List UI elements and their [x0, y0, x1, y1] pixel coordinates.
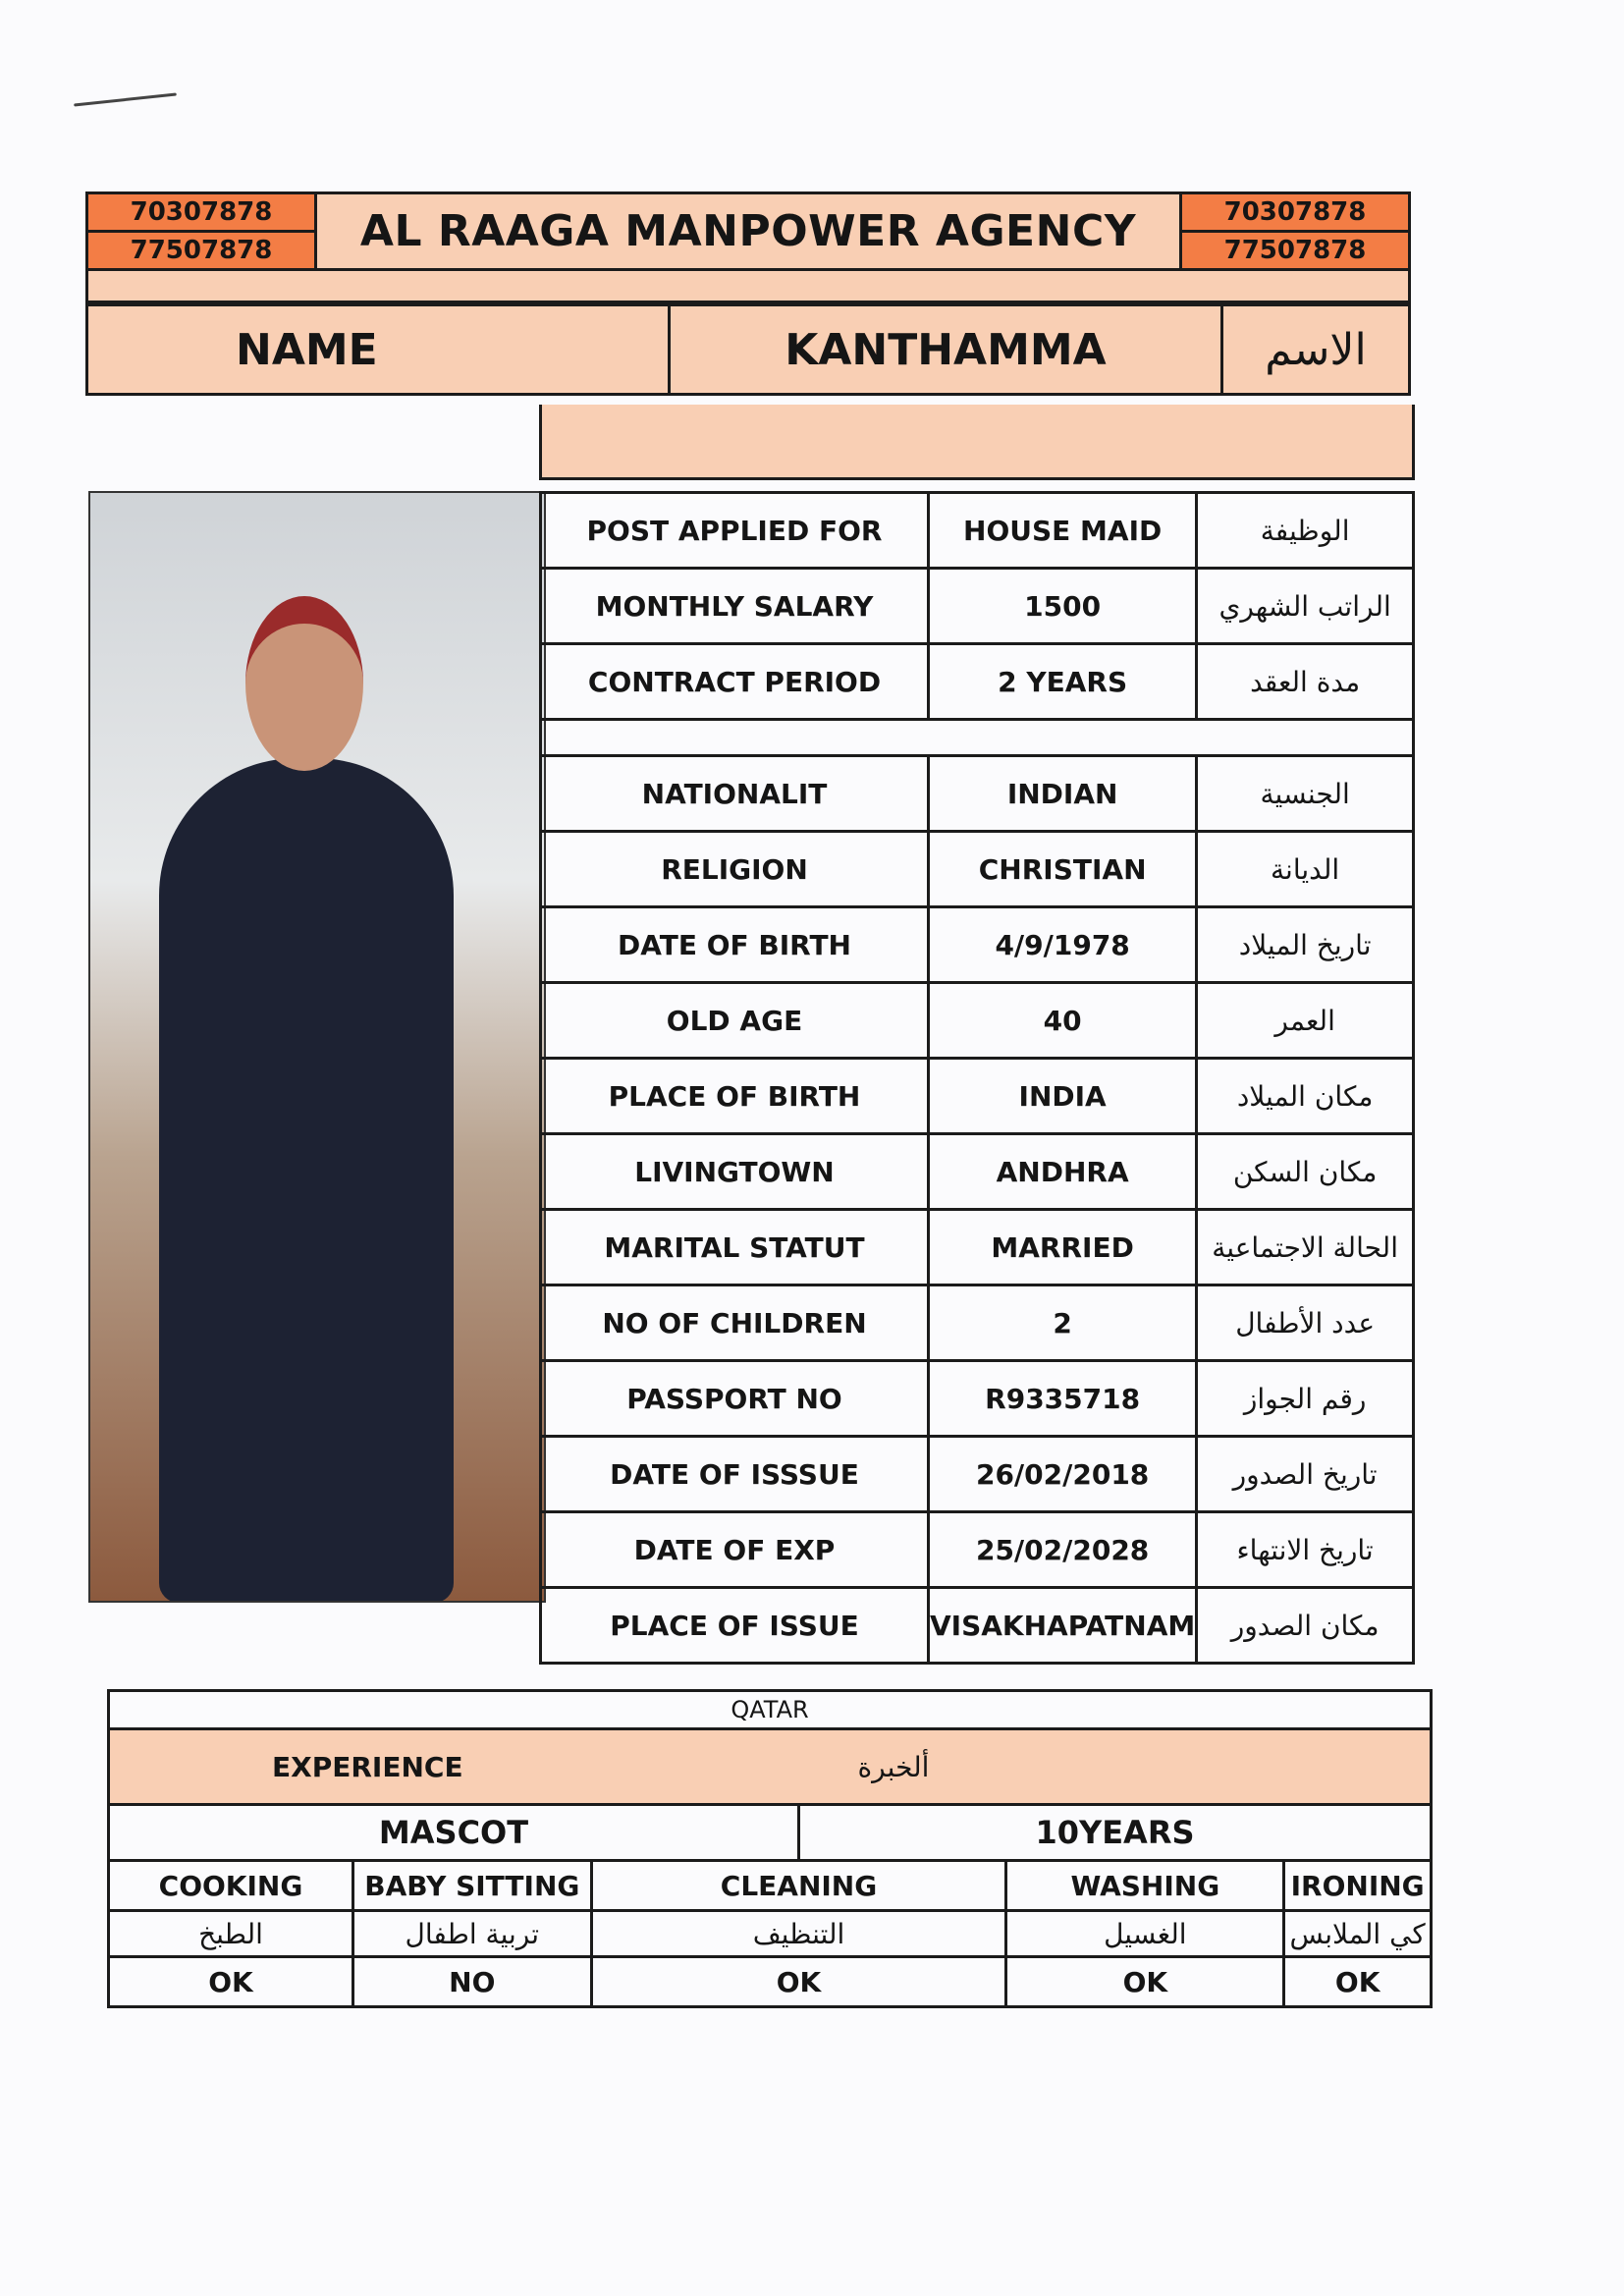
personal-value: 26/02/2018: [929, 1437, 1197, 1512]
personal-value: INDIAN: [929, 756, 1197, 832]
skill-label-ar: كي الملابس: [1284, 1911, 1432, 1957]
name-bar: [85, 303, 1411, 396]
skill-label: WASHING: [1006, 1861, 1284, 1911]
personal-label: DATE OF ISSSUE: [541, 1437, 929, 1512]
experience-table: [107, 1689, 1433, 2008]
skill-value: NO: [352, 1957, 591, 2007]
personal-label-ar: عدد الأطفال: [1197, 1285, 1414, 1361]
job-label-ar: الوظيفة: [1197, 493, 1414, 569]
pen-mark: [74, 93, 177, 107]
personal-row: [541, 907, 1414, 983]
experience-place: MASCOT: [109, 1805, 799, 1861]
personal-label: NO OF CHILDREN: [541, 1285, 929, 1361]
personal-label-ar: الديانة: [1197, 832, 1414, 907]
personal-label: PASSPORT NO: [541, 1361, 929, 1437]
phone-right-1: 70307878: [1181, 193, 1410, 232]
skill-label-ar: الغسيل: [1006, 1911, 1284, 1957]
personal-value: INDIA: [929, 1059, 1197, 1134]
job-label: POST APPLIED FOR: [541, 493, 929, 569]
experience-country: QATAR: [109, 1691, 1432, 1729]
personal-label-ar: مكان الميلاد: [1197, 1059, 1414, 1134]
name-label-ar: الاسم: [1222, 305, 1410, 395]
personal-label-ar: الجنسية: [1197, 756, 1414, 832]
job-row: [541, 493, 1414, 569]
job-value: 2 YEARS: [929, 644, 1197, 720]
personal-value: VISAKHAPATNAM: [929, 1588, 1197, 1664]
job-label-ar: الراتب الشهري: [1197, 569, 1414, 644]
personal-label: LIVINGTOWN: [541, 1134, 929, 1210]
job-label-ar: مدة العقد: [1197, 644, 1414, 720]
personal-label: PLACE OF BIRTH: [541, 1059, 929, 1134]
personal-row: [541, 1059, 1414, 1134]
job-info-table: [539, 491, 1415, 1665]
photo-figure: [159, 758, 454, 1603]
name-value: KANTHAMMA: [670, 305, 1222, 395]
job-row: [541, 569, 1414, 644]
skill-label: IRONING: [1284, 1861, 1432, 1911]
experience-duration: 10YEARS: [799, 1805, 1432, 1861]
personal-row: [541, 1361, 1414, 1437]
personal-value: ANDHRA: [929, 1134, 1197, 1210]
skill-label: CLEANING: [591, 1861, 1006, 1911]
personal-row: [541, 1512, 1414, 1588]
phone-right-2: 77507878: [1181, 232, 1410, 270]
personal-label-ar: تاريخ الانتهاء: [1197, 1512, 1414, 1588]
personal-value: 2: [929, 1285, 1197, 1361]
personal-label-ar: تاريخ الميلاد: [1197, 907, 1414, 983]
personal-label: DATE OF BIRTH: [541, 907, 929, 983]
personal-row: [541, 1210, 1414, 1285]
experience-title-ar: ألخبرة: [799, 1729, 1432, 1805]
personal-row: [541, 1437, 1414, 1512]
personal-row: [541, 756, 1414, 832]
personal-label-ar: مكان السكن: [1197, 1134, 1414, 1210]
skill-value: OK: [1284, 1957, 1432, 2007]
personal-value: 40: [929, 983, 1197, 1059]
job-label: MONTHLY SALARY: [541, 569, 929, 644]
info-top-band: [541, 405, 1414, 479]
header-table: [85, 191, 1411, 303]
personal-row: [541, 983, 1414, 1059]
candidate-photo: [88, 491, 546, 1603]
job-value: 1500: [929, 569, 1197, 644]
personal-label: DATE OF EXP: [541, 1512, 929, 1588]
experience-title: EXPERIENCE: [109, 1729, 799, 1805]
photo-head: [245, 596, 363, 771]
personal-value: MARRIED: [929, 1210, 1197, 1285]
personal-value: 25/02/2028: [929, 1512, 1197, 1588]
personal-value: 4/9/1978: [929, 907, 1197, 983]
skill-value: OK: [591, 1957, 1006, 2007]
header-gap: [87, 270, 1410, 302]
job-label: CONTRACT PERIOD: [541, 644, 929, 720]
personal-label-ar: تاريخ الصدور: [1197, 1437, 1414, 1512]
personal-row: [541, 1588, 1414, 1664]
personal-label: PLACE OF ISSUE: [541, 1588, 929, 1664]
personal-value: CHRISTIAN: [929, 832, 1197, 907]
info-gap: [541, 720, 1414, 756]
skill-label: BABY SITTING: [352, 1861, 591, 1911]
personal-label-ar: رقم الجواز: [1197, 1361, 1414, 1437]
personal-label-ar: الحالة الاجتماعية: [1197, 1210, 1414, 1285]
skill-label: COOKING: [109, 1861, 353, 1911]
phone-left-1: 70307878: [87, 193, 316, 232]
personal-label-ar: العمر: [1197, 983, 1414, 1059]
job-value: HOUSE MAID: [929, 493, 1197, 569]
agency-title: AL RAAGA MANPOWER AGENCY: [316, 193, 1181, 270]
name-label: NAME: [87, 305, 670, 395]
personal-label-ar: مكان الصدور: [1197, 1588, 1414, 1664]
phone-left-2: 77507878: [87, 232, 316, 270]
personal-value: R9335718: [929, 1361, 1197, 1437]
skill-label-ar: تربية اطفال: [352, 1911, 591, 1957]
personal-label: NATIONALIT: [541, 756, 929, 832]
personal-row: [541, 832, 1414, 907]
personal-row: [541, 1134, 1414, 1210]
personal-label: OLD AGE: [541, 983, 929, 1059]
skill-label-ar: الطبخ: [109, 1911, 353, 1957]
job-row: [541, 644, 1414, 720]
application-form: [85, 191, 1426, 1998]
skill-label-ar: التنظيف: [591, 1911, 1006, 1957]
personal-label: MARITAL STATUT: [541, 1210, 929, 1285]
personal-row: [541, 1285, 1414, 1361]
skill-value: OK: [109, 1957, 353, 2007]
personal-label: RELIGION: [541, 832, 929, 907]
skill-value: OK: [1006, 1957, 1284, 2007]
